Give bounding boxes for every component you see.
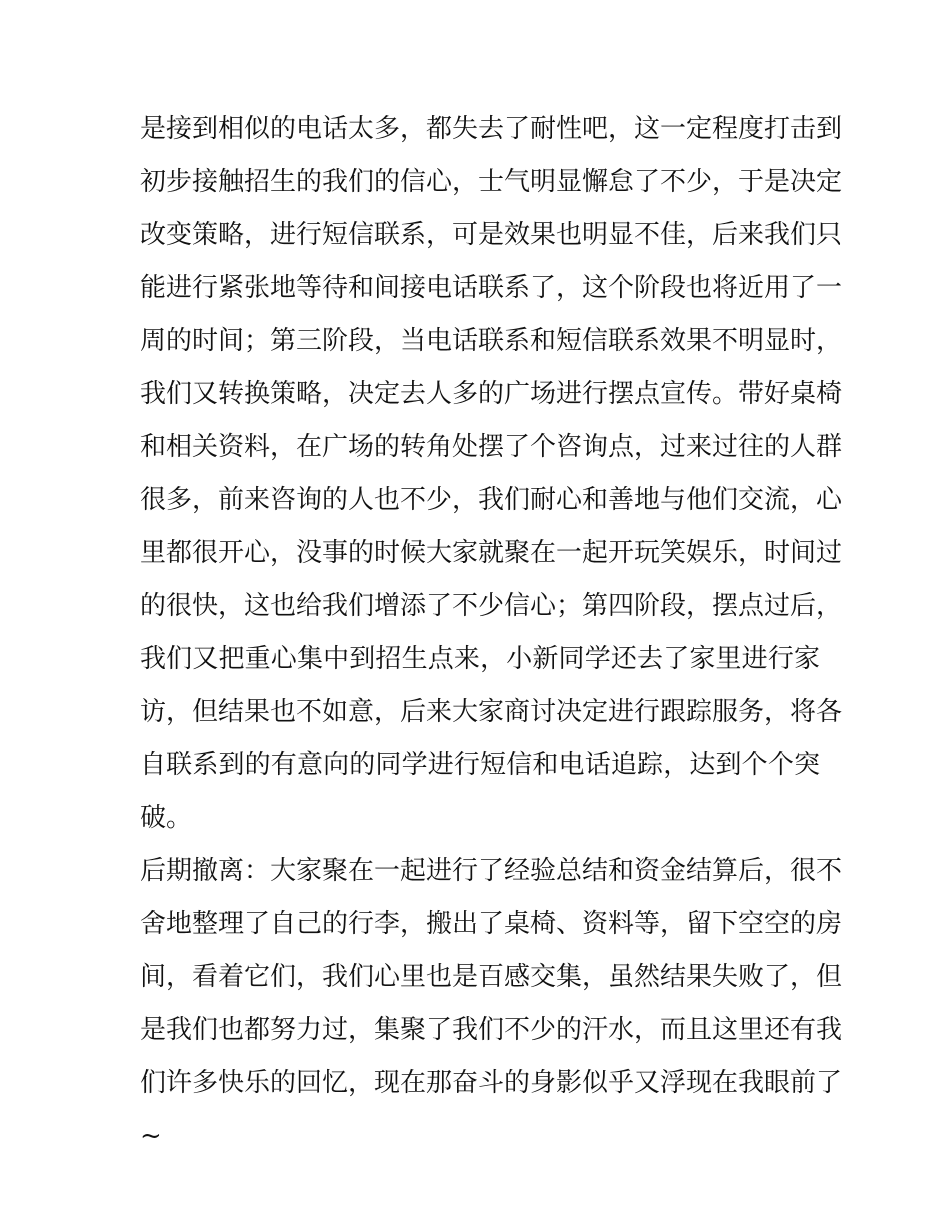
text-line: 很多，前来咨询的人也不少，我们耐心和善地与他们交流，心 (140, 485, 843, 515)
text-line: 访，但结果也不如意，后来大家商讨决定进行跟踪服务，将各 (140, 697, 843, 727)
text-line: 和相关资料，在广场的转角处摆了个咨询点，过来过往的人群 (140, 432, 843, 462)
text-line: 初步接触招生的我们的信心，士气明显懈怠了不少，于是决定 (140, 167, 843, 197)
text-line: 破。 (140, 803, 193, 833)
body-text (140, 103, 843, 1163)
text-line: 是我们也都努力过，集聚了我们不少的汗水，而且这里还有我 (140, 1015, 843, 1045)
text-line: 周的时间；第三阶段，当电话联系和短信联系效果不明显时， (140, 326, 843, 356)
text-line: 我们又转换策略，决定去人多的广场进行摆点宣传。带好桌椅 (140, 379, 843, 409)
text-line: 里都很开心，没事的时候大家就聚在一起开玩笑娱乐，时间过 (140, 538, 843, 568)
text-line: 们许多快乐的回忆，现在那奋斗的身影似乎又浮现在我眼前了 (140, 1068, 843, 1098)
text-line: ~ (140, 1121, 162, 1151)
text-line: 舍地整理了自己的行李，搬出了桌椅、资料等，留下空空的房 (140, 909, 843, 939)
text-line: 能进行紧张地等待和间接电话联系了，这个阶段也将近用了一 (140, 273, 843, 303)
text-line: 后期撤离：大家聚在一起进行了经验总结和资金结算后，很不 (140, 856, 843, 886)
text-line: 我们又把重心集中到招生点来，小新同学还去了家里进行家 (140, 644, 820, 674)
text-line: 的很快，这也给我们增添了不少信心；第四阶段，摆点过后， (140, 591, 843, 621)
text-line: 间，看着它们，我们心里也是百感交集，虽然结果失败了，但 (140, 962, 843, 992)
text-line: 是接到相似的电话太多，都失去了耐性吧，这一定程度打击到 (140, 114, 843, 144)
text-line: 改变策略，进行短信联系，可是效果也明显不佳，后来我们只 (140, 220, 843, 250)
text-line: 自联系到的有意向的同学进行短信和电话追踪，达到个个突 (140, 750, 820, 780)
